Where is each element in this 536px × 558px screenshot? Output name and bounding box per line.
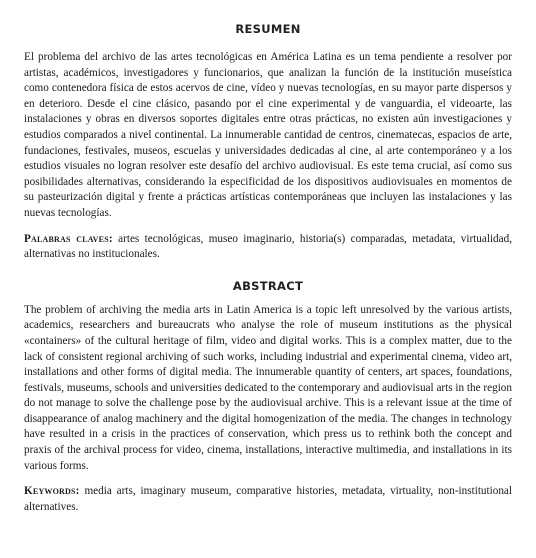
- abstract-heading: ABSTRACT: [232, 278, 304, 293]
- abstract-keywords-label: Keywords:: [24, 485, 80, 498]
- resumen-keywords: [24, 232, 512, 263]
- resumen-keywords-text: artes tecnológicas, museo imaginario, historia(s) comparadas, metadata, virtualidad, alternativas no institucionales.: [24, 232, 513, 261]
- resumen-heading: RESUMEN: [235, 22, 301, 36]
- abstract-body: The problem of archiving the media arts in Latin America is a topic left unresolved by the various artists, academics, researchers and bureaucrats who analyse the role of museum institutions as the physical «containers» of the cultural heritage of film, video and digital works. This is a complex matter, due to the lack of consistent regional archiving of such works, including industrial and experimental cinema, video art, installations and other forms of digital media. The innumerable quantity of centers, art spaces, foundations, festivals, museums, schools and universities dedicated to the contemporary and audiovisual arts in the region do not manage to solve the challenge pose by the audiovisual archive. This is a relevant issue at the time of disappearance of analog machinery and the digital homogenization of the media. The changes in technology have resulted in a crisis in the practices of conservation, which press us to rethink both the concept and praxis of the archival process for video, cinema, installations, interactive multimedia, and installations in its various forms.: [24, 303, 512, 472]
- document-page: [24, 18, 512, 515]
- abstract-keywords-text: media arts, imaginary museum, comparative histories, metadata, virtuality, non-institutional alternatives.: [24, 485, 512, 513]
- resumen-keywords-label: Palabras claves:: [24, 232, 113, 245]
- abstract-keywords: [24, 484, 512, 515]
- resumen-body: El problema del archivo de las artes tecnológicas en América Latina es un tema pendiente a resolver por artistas, académicos, investigadores y funcionarios, que analizan la función de la institución museística como contenedora física de estos acervos de cine, vídeo y nuevas tecnologías, en su mayor parte dispersos y en deterioro. Desde el cine clásico, pasando por el cine experimental y de vanguardia, el videoarte, las instalaciones y obras en diversos soportes digitales entre otras prácticas, no existen aún investigaciones y estudios comparados a nivel continental. La innumerable cantidad de centros, cinematecas, espacios de arte, fundaciones, festivales, museos, escuelas y universidades dedicadas al cine, al arte contemporáneo y a los estudios visuales no logran resolver este desafío del archivo audiovisual. Es este tema crucial, así como sus posibilidades alternativas, considerando la especificidad de los dispositivos audiovisuales en momentos de su pasteurización digital y frente a prácticas artísticas contemporáneas que incluyen las instalaciones y las nuevas tecnologías.: [24, 51, 512, 219]
